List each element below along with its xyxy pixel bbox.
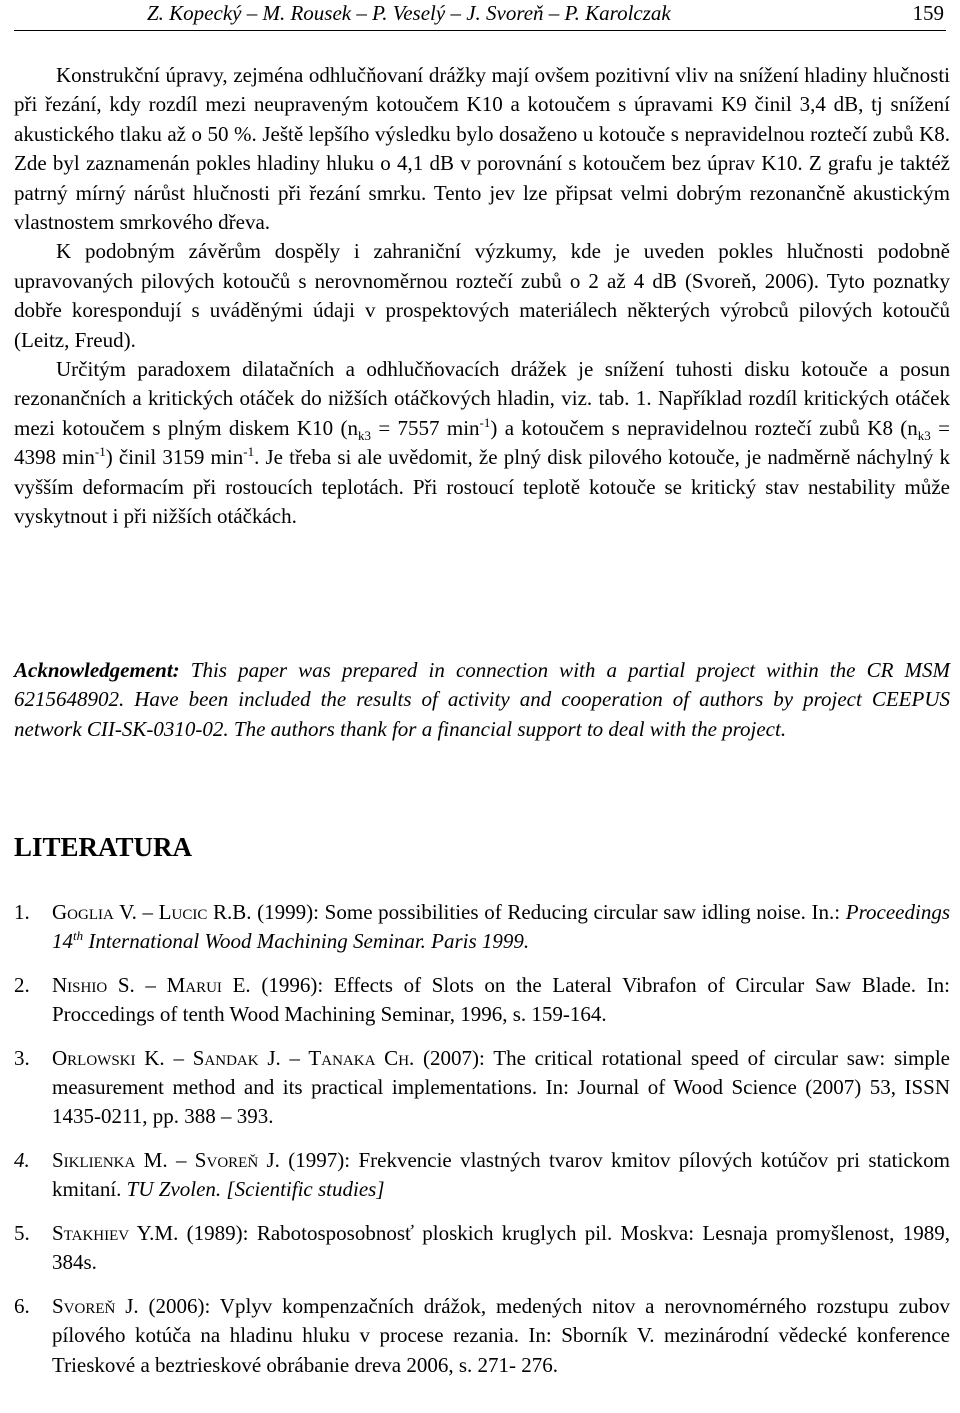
reference-authors: Goglia V. – Lucic R.B. [52,900,252,924]
reference-authors: Svoreň J. [52,1294,139,1319]
reference-text: (2007): The critical rotational speed of circular saw: simple measurement method and its practical implementations. In: Journal of Wood Science (2007) 53, ISSN 1435-0211, pp. 388 – 393. [52,1046,950,1129]
reference-text: (1997): Frekvencie vlastných tvarov kmitov pílových kotúčov pri statickom kmitaní. [52,1148,950,1202]
reference-item [14,1219,950,1277]
literature-heading: LITERATURA [14,832,193,862]
reference-number: 3. [14,1046,30,1070]
body-text [14,61,950,532]
running-header [14,0,946,31]
acknowledgement-text: This paper was prepared in connection with a partial project within the CR MSM 6215648902. Have been included the results of activity and cooperation of authors by project CEEPUS network CII-SK-0310-02. The authors thank for a financial support to deal with the project. [14,658,950,741]
paragraph-2: K podobným závěrům dospěly i zahraniční výzkumy, kde je uveden pokles hlučnosti podobně upravovaných pilových kotoučů s nerovnoměrnou roztečí zubů o 2 až 4 dB (Svoreň, 2006). Tyto poznatky dobře korespondují s uváděnými údaji v prospektových materiálech některých výrobců pilových kotoučů (Leitz, Freud). [14,239,950,352]
reference-item: 1. Goglia V. – Lucic R.B. (1999): Some possibilities of Reducing circular saw idling noise. In.: Proceedings 14th International Wood Machining Seminar. Paris 1999. [14,900,950,954]
reference-number: 6. [14,1294,30,1319]
reference-text: (1999): Some possibilities of Reducing circular saw idling noise. In.: [251,900,846,924]
reference-text: (1996): Effects of Slots on the Lateral Vibrafon of Circular Saw Blade. In: Proccedings of tenth Wood Machining Seminar, 1996, s. 159-164. [52,973,951,1027]
paragraph-3: Určitým paradoxem dilatačních a odhlučňovacích drážek je snížení tuhosti disku kotouče a posun rezonančních a kritických otáček do nižších otáčkových hladin, viz. tab. 1. Například rozdíl kritických otáček mezi kotoučem s plným diskem K10 ($n_{k3} = 7557$ $\min^{-1}$) a kotoučem s nepravidelnou roztečí zubů K8 ($n_{k3} = 4398$ $\min^{-1}$) činil 3159 $\min^{-1}$. Je třeba si ale uvědomit, že plný disk pilového kotouče, je nadměrně náchylný k vyšším deformacím při rostoucích teplotách. Při rostoucí teplotě kotouče se kritický stav nestability může vyskytnout i při nižších otáčkách. [14,357,950,529]
reference-number: 2. [14,973,30,997]
reference-number: 1. [14,900,30,924]
acknowledgement-label: Acknowledgement: [14,658,180,682]
reference-number: 5. [14,1221,30,1246]
reference-authors: Stakhiev Y.M. [52,1221,179,1246]
acknowledgement [14,656,950,744]
paragraph-1: Konstrukční úpravy, zejména odhlučňovaní drážky mají ovšem pozitivní vliv na snížení hladiny hlučnosti při řezání, kdy rozdíl mezi neupraveným kotoučem K10 a kotoučem s úpravami K9 činil 3,4 dB, tj snížení akustického tlaku až o 50 %. Ještě lepšího výsledku bylo dosaženo u kotouče s nepravidelnou roztečí zubů K8. Zde byl zaznamenán pokles hladiny hluku o 4,1 dB v porovnání s kotoučem bez úprav K10. Z grafu je taktéž patrný mírný nárůst hlučnosti při řezání smrku. Tento jev lze připsat velmi dobrým rezonančně akustickým vlastnostem smrkového dřeva. [14,63,950,235]
reference-text: (1989): Rabotosposobnosť ploskich kruglych pil. Moskva: Lesnaja promyšlenost, 1989, 384s. [52,1221,950,1275]
reference-number: 4. [14,1148,30,1173]
reference-item [14,971,950,1029]
reference-item [14,1292,950,1380]
reference-authors: Siklienka M. – Svoreň J. [52,1148,280,1173]
reference-authors: Orlowski K. – Sandak J. – Tanaka Ch. [52,1046,415,1070]
reference-list [14,898,950,1394]
reference-item [14,1044,950,1132]
page-number: 159 [912,1,944,25]
reference-item: 4. Siklienka M. – Svoreň J. (1997): Frekvencie vlastných tvarov kmitov pílových kotúčov pri statickom kmitaní. TU Zvolen. [Scientific studies] [14,1148,950,1202]
reference-text: (2006): Vplyv kompenzačních drážok, medených nitov a nerovnomérného rozstupu zubov pílového kotúča na hladinu hluku v procese rezania. In: Sborník V. mezinárodní vědecké konference Trieskové a beztrieskové obrábanie dreva 2006, s. 271- 276. [52,1294,950,1377]
header-authors: Z. Kopecký – M. Rousek – P. Veselý – J. Svoreň – P. Karolczak [147,1,671,25]
reference-authors: Nishio S. – Marui E. [52,973,251,997]
